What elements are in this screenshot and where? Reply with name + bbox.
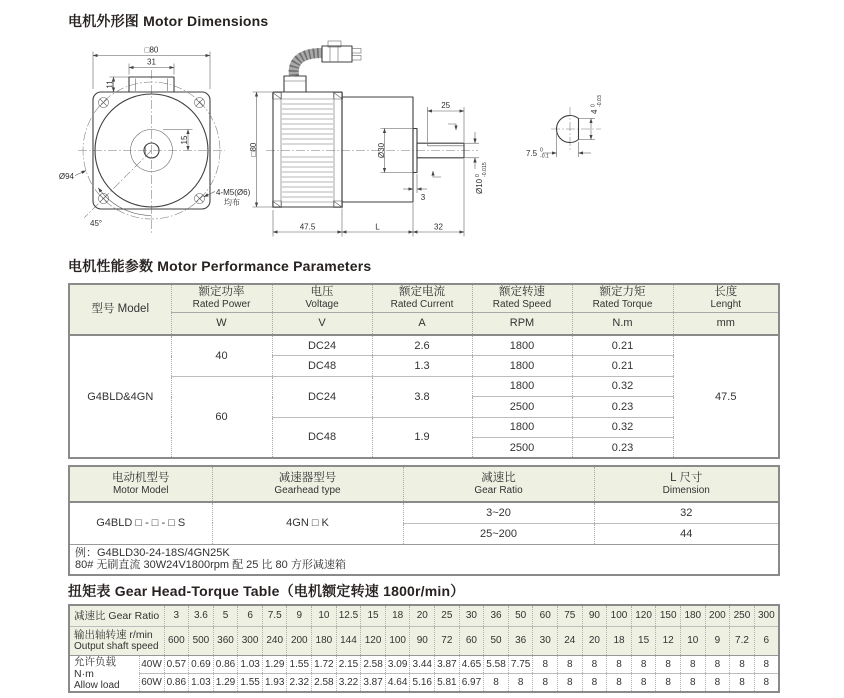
dim-gearbox-length: L xyxy=(375,222,380,232)
output-speed-value: 50 xyxy=(484,626,509,655)
length-value: 47.5 xyxy=(673,335,779,458)
gear-ratio-value: 3.6 xyxy=(189,605,214,626)
speed-cell: 1800 xyxy=(472,356,572,377)
load-40w-value: 3.09 xyxy=(385,655,410,673)
speed-cell: 1800 xyxy=(472,417,572,438)
dim-boss-dia: Ø30 xyxy=(377,142,386,159)
power-40: 40 xyxy=(171,335,272,376)
header-rated-current: 额定电流 Rated Current xyxy=(372,284,472,312)
gear-ratio-value: 25 xyxy=(435,605,460,626)
example-note xyxy=(69,544,779,575)
load-60w-value: 3.22 xyxy=(336,673,361,691)
load-60w-label: 60W xyxy=(139,673,164,691)
dim-shaft-dia: Ø10 xyxy=(475,178,484,194)
load-40w-value: 8 xyxy=(754,655,779,673)
output-speed-value: 10 xyxy=(680,626,705,655)
torque-cell: 0.32 xyxy=(572,376,673,397)
load-60w-value: 1.29 xyxy=(213,673,238,691)
gear-ratio-value: 120 xyxy=(631,605,656,626)
voltage-cell: DC48 xyxy=(272,417,372,458)
holes-label: 4-M5(Ø6) xyxy=(216,188,251,197)
current-cell: 1.3 xyxy=(372,356,472,377)
load-60w-value: 8 xyxy=(508,673,533,691)
gear-ratio-value: 75 xyxy=(558,605,583,626)
load-60w-value: 8 xyxy=(705,673,730,691)
output-speed-value: 36 xyxy=(508,626,533,655)
load-40w-value: 8 xyxy=(558,655,583,673)
output-speed-value: 15 xyxy=(631,626,656,655)
voltage-cell: DC24 xyxy=(272,376,372,417)
speed-cell: 1800 xyxy=(472,376,572,397)
load-40w-value: 0.69 xyxy=(189,655,214,673)
output-speed-value: 100 xyxy=(385,626,410,655)
unit-torque: N.m xyxy=(572,312,673,335)
output-speed-value: 200 xyxy=(287,626,312,655)
dim-angle-45: 45° xyxy=(90,219,103,228)
header-rated-torque: 额定力矩 Rated Torque xyxy=(572,284,673,312)
example-note-line2: 80# 无刷直流 30W24V1800rpm 配 25 比 80 方形减速箱 xyxy=(75,559,346,571)
mounting-holes xyxy=(99,98,205,204)
across-tol-lo: -0.1 xyxy=(540,153,549,160)
load-60w-value: 8 xyxy=(582,673,607,691)
dim-square-80: □80 xyxy=(144,45,159,55)
gear-ratio-value: 20 xyxy=(410,605,435,626)
motor-model-code: G4BLD □ - □ - □ S xyxy=(69,502,212,544)
header-gear-ratio: 减速比 Gear Ratio xyxy=(403,466,594,502)
gear-ratio-value: 3 xyxy=(164,605,189,626)
output-speed-value: 500 xyxy=(189,626,214,655)
speed-cell: 2500 xyxy=(472,397,572,418)
cable-conduit xyxy=(284,53,322,92)
load-60w-value: 0.86 xyxy=(164,673,189,691)
shaft-tol-lo: -0.015 xyxy=(481,162,488,177)
load-60w-value: 5.16 xyxy=(410,673,435,691)
speed-cell: 2500 xyxy=(472,438,572,459)
example-note-line1: 例：G4BLD30-24-18S/4GN25K xyxy=(75,546,230,559)
load-40w-value: 8 xyxy=(656,655,681,673)
load-60w-value: 2.32 xyxy=(287,673,312,691)
load-60w-value: 8 xyxy=(631,673,656,691)
torque-cell: 0.21 xyxy=(572,356,673,377)
allow-load-label: 允许负载 N·m Allow load xyxy=(69,655,139,692)
current-cell: 2.6 xyxy=(372,335,472,356)
voltage-cell: DC24 xyxy=(272,335,372,356)
output-speed-value: 20 xyxy=(582,626,607,655)
header-length: 长度 Lenght xyxy=(673,284,779,312)
output-speed-value: 24 xyxy=(558,626,583,655)
shaft-tol-hi: 0 xyxy=(475,174,482,177)
gearhead-code: 4GN □ K xyxy=(212,502,403,544)
dim-motor-length: 47.5 xyxy=(299,222,316,232)
gear-ratio-value: 5 xyxy=(213,605,238,626)
load-60w-value: 5.81 xyxy=(435,673,460,691)
gear-ratio-label: 减速比 Gear Ratio xyxy=(69,605,164,626)
voltage-cell: DC48 xyxy=(272,356,372,377)
load-40w-value: 8 xyxy=(680,655,705,673)
motor-dimensions-drawing xyxy=(0,0,844,266)
power-60: 60 xyxy=(171,376,272,458)
output-speed-value: 600 xyxy=(164,626,189,655)
load-60w-value: 8 xyxy=(484,673,509,691)
header-rated-speed: 额定转速 Rated Speed xyxy=(472,284,572,312)
gear-ratio-value: 200 xyxy=(705,605,730,626)
load-40w-value: 2.58 xyxy=(361,655,386,673)
load-60w-value: 8 xyxy=(607,673,632,691)
dim-flat-width: 4 xyxy=(590,109,599,114)
output-speed-value: 144 xyxy=(336,626,361,655)
section-title-performance: 电机性能参数 Motor Performance Parameters xyxy=(68,258,372,274)
output-speed-value: 180 xyxy=(312,626,337,655)
holes-note: 均布 xyxy=(224,198,240,207)
ratio-range: 3~20 xyxy=(403,502,594,523)
output-speed-value: 90 xyxy=(410,626,435,655)
l-value: 32 xyxy=(594,502,779,523)
gear-ratio-value: 100 xyxy=(607,605,632,626)
unit-current: A xyxy=(372,312,472,335)
dim-body-height: □80 xyxy=(249,142,258,157)
header-l-dimension: L 尺寸 Dimension xyxy=(594,466,779,502)
load-60w-value: 8 xyxy=(656,673,681,691)
performance-table xyxy=(68,283,780,459)
dim-15: 15 xyxy=(180,135,189,145)
cooling-fins xyxy=(282,99,333,202)
flat-tol-lo: -0.03 xyxy=(597,95,603,107)
bolt-circle xyxy=(83,82,220,219)
dim-box-height: 11 xyxy=(105,80,115,89)
gear-ratio-value: 250 xyxy=(730,605,755,626)
output-speed-value: 120 xyxy=(361,626,386,655)
gear-ratio-value: 60 xyxy=(533,605,558,626)
current-cell: 1.9 xyxy=(372,417,472,458)
torque-table xyxy=(68,604,780,693)
load-60w-value: 2.58 xyxy=(312,673,337,691)
gear-ratio-value: 18 xyxy=(385,605,410,626)
load-60w-value: 1.03 xyxy=(189,673,214,691)
load-40w-value: 1.55 xyxy=(287,655,312,673)
torque-cell: 0.21 xyxy=(572,335,673,356)
section-title-torque: 扭矩表 Gear Head-Torque Table（电机额定转速 1800r/min） xyxy=(68,583,465,599)
model-gearhead-table xyxy=(68,465,780,576)
torque-cell: 0.23 xyxy=(572,397,673,418)
output-speed-value: 72 xyxy=(435,626,460,655)
header-rated-power: 额定功率 Rated Power xyxy=(171,284,272,312)
load-40w-value: 2.15 xyxy=(336,655,361,673)
load-40w-value: 3.44 xyxy=(410,655,435,673)
gear-ratio-value: 6 xyxy=(238,605,263,626)
load-60w-value: 8 xyxy=(754,673,779,691)
unit-voltage: V xyxy=(272,312,372,335)
dim-step-3: 3 xyxy=(420,193,426,202)
gear-ratio-value: 36 xyxy=(484,605,509,626)
load-40w-value: 8 xyxy=(533,655,558,673)
load-40w-value: 4.65 xyxy=(459,655,484,673)
header-gearhead-type: 减速器型号 Gearhead type xyxy=(212,466,403,502)
unit-power: W xyxy=(171,312,272,335)
load-40w-value: 7.75 xyxy=(508,655,533,673)
header-model: 型号 Model xyxy=(69,284,171,335)
model-value: G4BLD&4GN xyxy=(69,335,171,458)
load-60w-value: 8 xyxy=(730,673,755,691)
output-speed-value: 18 xyxy=(607,626,632,655)
dim-flat-length: 25 xyxy=(441,101,451,110)
gear-ratio-value: 180 xyxy=(680,605,705,626)
load-40w-value: 5.58 xyxy=(484,655,509,673)
unit-length: mm xyxy=(673,312,779,335)
header-motor-model: 电动机型号 Motor Model xyxy=(69,466,212,502)
load-60w-value: 6.97 xyxy=(459,673,484,691)
output-speed-value: 360 xyxy=(213,626,238,655)
load-60w-value: 3.87 xyxy=(361,673,386,691)
front-view xyxy=(59,46,251,236)
through-bolts xyxy=(273,93,343,208)
load-60w-value: 8 xyxy=(533,673,558,691)
load-40w-value: 0.57 xyxy=(164,655,189,673)
output-shaft xyxy=(417,143,464,158)
output-speed-value: 240 xyxy=(262,626,287,655)
load-40w-value: 8 xyxy=(582,655,607,673)
gear-ratio-value: 9 xyxy=(287,605,312,626)
torque-cell: 0.23 xyxy=(572,438,673,459)
output-speed-value: 60 xyxy=(459,626,484,655)
output-speed-value: 30 xyxy=(533,626,558,655)
output-speed-value: 7.2 xyxy=(730,626,755,655)
output-speed-value: 12 xyxy=(656,626,681,655)
load-40w-value: 3.87 xyxy=(435,655,460,673)
section-title-motor-dimensions: 电机外形图 Motor Dimensions xyxy=(68,13,269,29)
ratio-range: 25~200 xyxy=(403,523,594,544)
load-60w-value: 8 xyxy=(680,673,705,691)
load-40w-value: 8 xyxy=(631,655,656,673)
gear-ratio-value: 7.5 xyxy=(262,605,287,626)
speed-cell: 1800 xyxy=(472,335,572,356)
load-40w-value: 1.72 xyxy=(312,655,337,673)
torque-cell: 0.32 xyxy=(572,417,673,438)
load-40w-value: 8 xyxy=(730,655,755,673)
l-value: 44 xyxy=(594,523,779,544)
shaft-cross-section xyxy=(557,116,579,143)
gear-ratio-value: 150 xyxy=(656,605,681,626)
output-speed-value: 300 xyxy=(238,626,263,655)
dim-box-width: 31 xyxy=(147,57,156,67)
gearbox xyxy=(342,97,413,202)
load-60w-value: 1.93 xyxy=(262,673,287,691)
gear-ratio-value: 15 xyxy=(361,605,386,626)
output-speed-value: 6 xyxy=(754,626,779,655)
gear-ratio-value: 300 xyxy=(754,605,779,626)
output-speed-label: 输出轴转速 r/min Output shaft speed xyxy=(69,626,164,655)
unit-speed: RPM xyxy=(472,312,572,335)
terminal-box xyxy=(129,77,174,92)
gear-ratio-value: 90 xyxy=(582,605,607,626)
load-60w-value: 8 xyxy=(558,673,583,691)
gear-ratio-value: 50 xyxy=(508,605,533,626)
load-40w-value: 8 xyxy=(705,655,730,673)
current-cell: 3.8 xyxy=(372,376,472,417)
flat-tol-hi: 0 xyxy=(590,104,597,107)
connector xyxy=(322,41,361,62)
dim-bolt-circle: Ø94 xyxy=(58,172,74,181)
dim-across-flat: 7.5 xyxy=(526,149,538,158)
shaft-section-view xyxy=(526,95,603,159)
load-60w-value: 1.55 xyxy=(238,673,263,691)
gear-ratio-value: 10 xyxy=(312,605,337,626)
load-40w-label: 40W xyxy=(139,655,164,673)
load-40w-value: 1.29 xyxy=(262,655,287,673)
dim-shaft-length: 32 xyxy=(434,222,443,232)
load-40w-value: 1.03 xyxy=(238,655,263,673)
gear-ratio-value: 30 xyxy=(459,605,484,626)
output-speed-value: 9 xyxy=(705,626,730,655)
load-40w-value: 8 xyxy=(607,655,632,673)
across-tol-hi: 0 xyxy=(540,147,543,154)
gear-ratio-value: 12.5 xyxy=(336,605,361,626)
load-40w-value: 0.86 xyxy=(213,655,238,673)
side-view xyxy=(249,41,488,237)
header-voltage: 电压 Voltage xyxy=(272,284,372,312)
load-60w-value: 4.64 xyxy=(385,673,410,691)
